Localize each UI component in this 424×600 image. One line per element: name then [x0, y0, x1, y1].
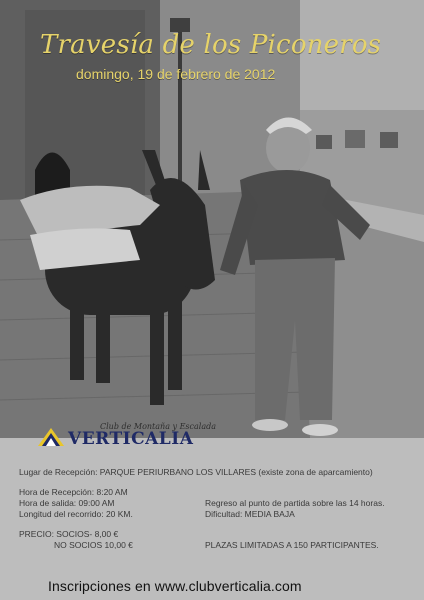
mountain-triangle-icon	[38, 428, 64, 446]
price-members: PRECIO: SOCIOS- 8,00 €	[19, 529, 119, 539]
price-non-members: NO SOCIOS 10,00 €	[54, 540, 133, 550]
departure-time: Hora de salida: 09:00 AM	[19, 498, 115, 508]
reception-place: Lugar de Recepción: PARQUE PERIURBANO LOS VILLARES (existe zona de aparcamiento)	[19, 467, 373, 477]
logo-name: VERTICALIA	[68, 429, 194, 449]
places-limit: PLAZAS LIMITADAS A 150 PARTICIPANTES.	[205, 540, 379, 550]
reception-time: Hora de Recepción: 8:20 AM	[19, 487, 128, 497]
route-length: Longitud del recorrido: 20 KM.	[19, 509, 133, 519]
logo-tagline: Club de Montaña y Escalada	[100, 422, 216, 431]
event-date: domingo, 19 de febrero de 2012	[76, 66, 276, 82]
event-info	[19, 467, 419, 551]
return-info: Regreso al punto de partida sobre las 14 horas.	[205, 498, 385, 508]
difficulty: Dificultad: MEDIA BAJA	[205, 509, 295, 519]
club-logo	[28, 420, 238, 450]
registration-link[interactable]: Inscripciones en www.clubverticalia.com	[48, 578, 302, 594]
poster-title: Travesía de los Piconeros	[40, 30, 382, 60]
